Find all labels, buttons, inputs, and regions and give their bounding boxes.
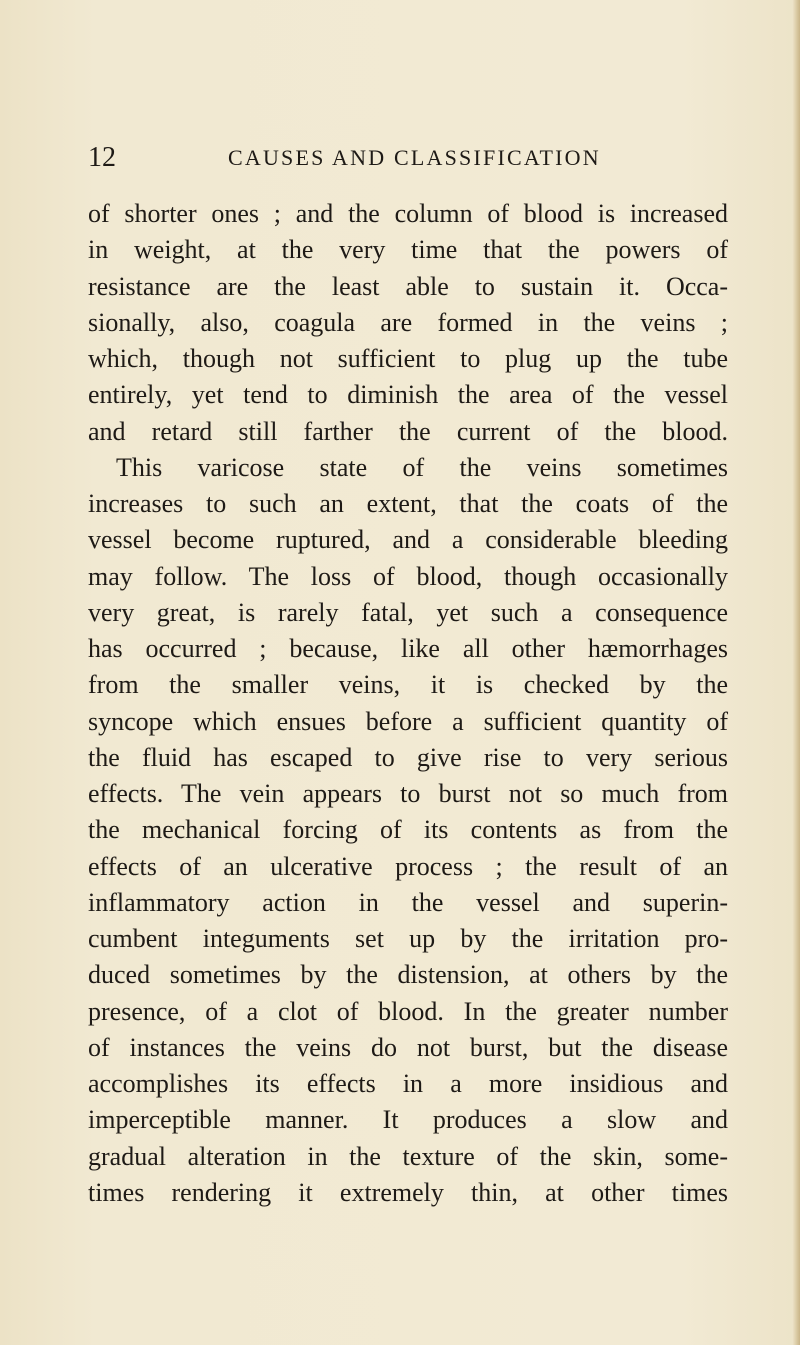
text-line: of shorter ones ; and the column of blood is increased [88, 199, 728, 228]
text-line: presence, of a clot of blood. In the greater number [88, 996, 728, 1026]
text-line: accomplishes its effects in a more insidious and [88, 1069, 728, 1098]
text-line: gradual alteration in the texture of the skin, some- [88, 1141, 728, 1171]
text-line: may follow. The loss of blood, though occasionally [88, 561, 728, 591]
page-header [88, 138, 728, 178]
text-line: This varicose state of the veins sometimes [116, 452, 728, 482]
page-edge [792, 0, 800, 1345]
text-line: which, though not sufficient to plug up the tube [88, 344, 728, 373]
text-line: from the smaller veins, it is checked by the [88, 670, 728, 700]
text-line: increases to such an extent, that the coats of the [88, 489, 728, 518]
text-line: imperceptible manner. It produces a slow and [88, 1105, 728, 1135]
text-line: effects of an ulcerative process ; the result of an [88, 851, 728, 881]
text-line: very great, is rarely fatal, yet such a consequence [88, 597, 728, 627]
text-line: effects. The vein appears to burst not so much from [88, 779, 728, 808]
text-line: duced sometimes by the distension, at others by the [88, 960, 728, 990]
text-line: cumbent integuments set up by the irritation pro- [88, 924, 728, 953]
running-head: CAUSES AND CLASSIFICATION [228, 145, 601, 170]
text-line: in weight, at the very time that the powers of [88, 235, 728, 265]
text-line: and retard still farther the current of the blood. [88, 416, 728, 446]
page-number: 12 [88, 142, 116, 173]
body-text [88, 196, 728, 1211]
text-line: of instances the veins do not burst, but the disease [88, 1032, 728, 1062]
text-line: resistance are the least able to sustain it. Occa- [88, 271, 728, 301]
text-line: sionally, also, coagula are formed in the veins ; [88, 307, 728, 337]
text-line: syncope which ensues before a sufficient quantity of [88, 706, 728, 736]
text-line: has occurred ; because, like all other hæmorrhages [88, 634, 728, 663]
text-line: the fluid has escaped to give rise to very serious [88, 742, 728, 772]
text-line: inflammatory action in the vessel and superin- [88, 887, 728, 917]
text-line: vessel become ruptured, and a considerable bleeding [88, 525, 728, 555]
text-line: the mechanical forcing of its contents as from the [88, 815, 728, 845]
text-line: entirely, yet tend to diminish the area of the vessel [88, 380, 728, 410]
text-line: times rendering it extremely thin, at other times [88, 1177, 728, 1207]
